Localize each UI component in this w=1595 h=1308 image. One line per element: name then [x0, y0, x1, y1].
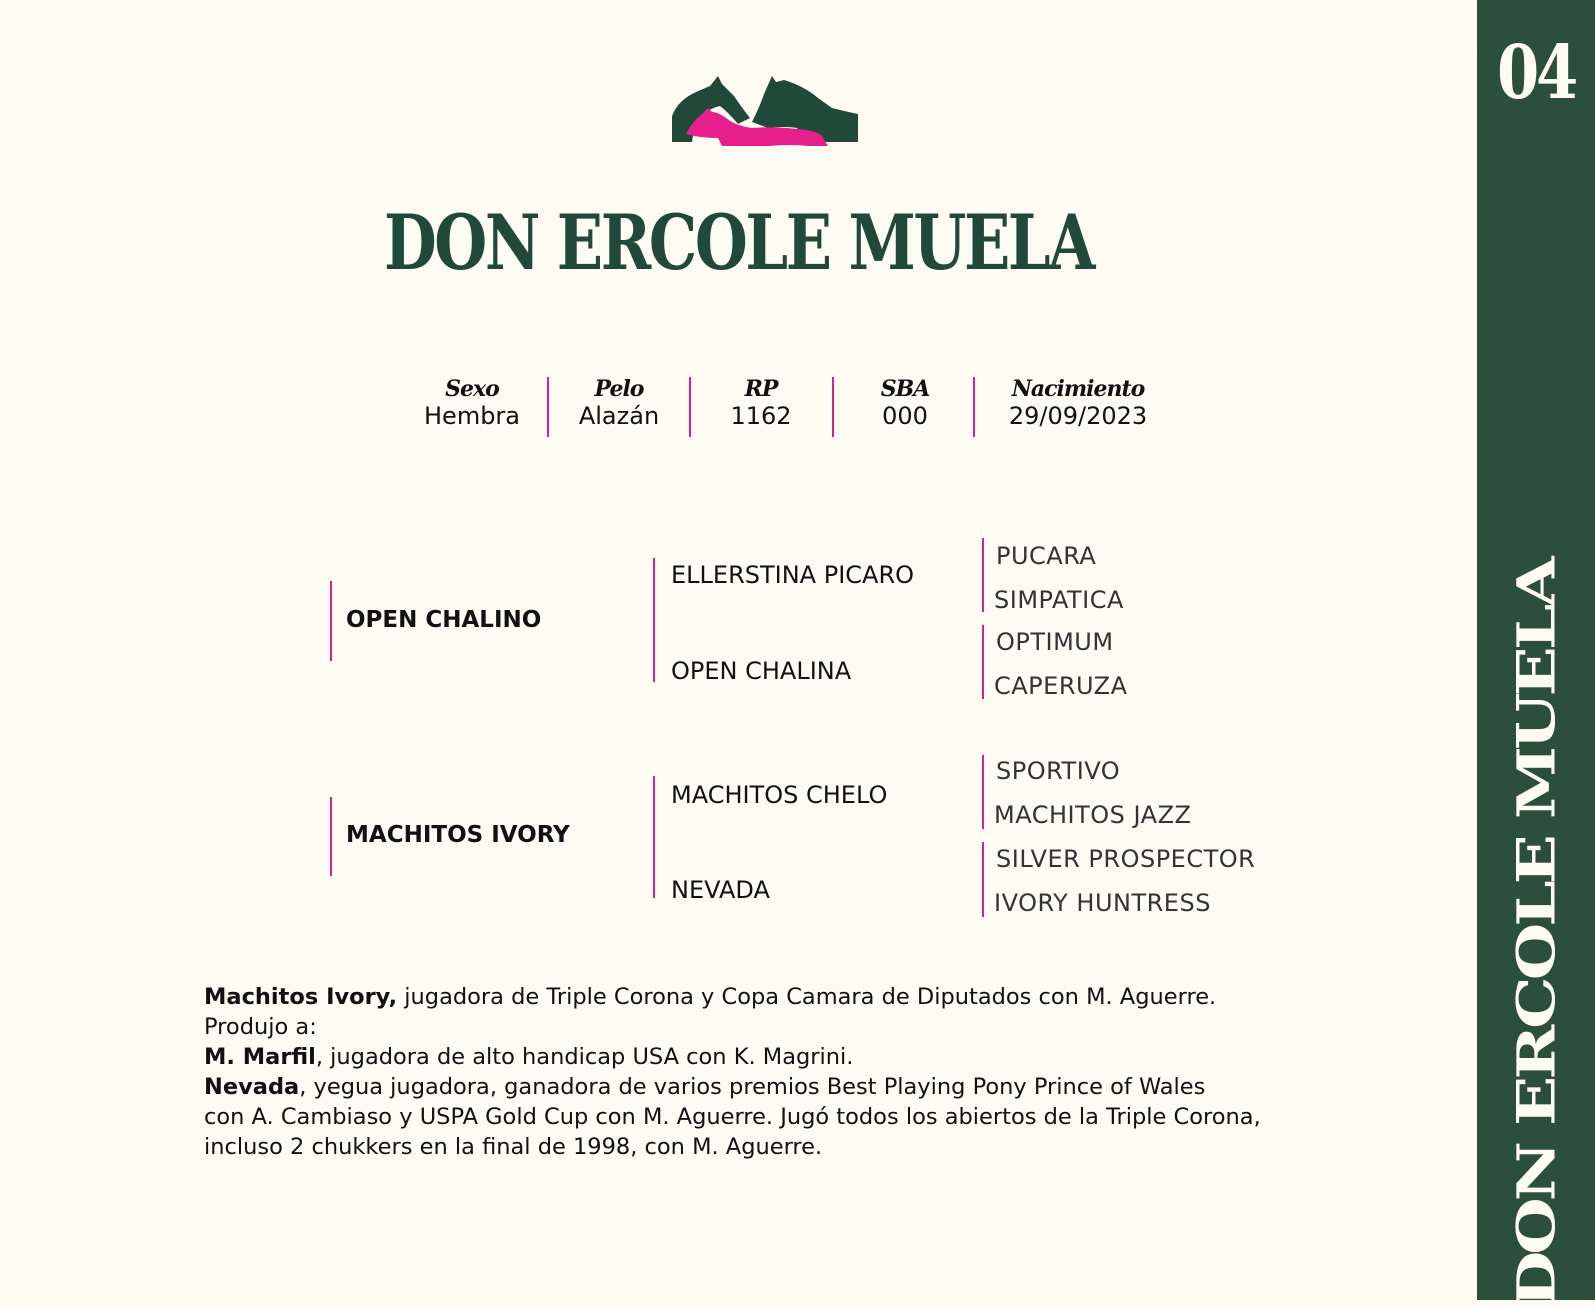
info-label: SBA [880, 376, 930, 402]
info-label: RP [744, 376, 778, 402]
great-grandparent: PUCARA [996, 542, 1097, 570]
info-value: Alazán [578, 402, 660, 430]
pedigree-line [982, 842, 984, 917]
info-value: 000 [882, 402, 928, 430]
info-divider [689, 377, 691, 437]
horse-name-title: DON ERCOLE MUELA [383, 198, 1094, 287]
note-text: jugadora de Triple Corona y Copa Camara de Diputados con M. Aguerre. [397, 984, 1217, 1010]
great-grandparent: SIMPATICA [994, 586, 1124, 614]
info-value: Hembra [424, 402, 520, 430]
side-band [1477, 0, 1595, 1308]
info-pelo [557, 376, 681, 436]
note-bold: Nevada [204, 1074, 300, 1100]
note-line [204, 1042, 1384, 1072]
info-label: Nacimiento [1011, 376, 1145, 402]
info-label: Sexo [445, 376, 499, 402]
note-line: con A. Cambiaso y USPA Gold Cup con M. Aguerre. Jugó todos los abiertos de la Triple Corona, [204, 1104, 1261, 1130]
info-label: Pelo [594, 376, 644, 402]
note-line [204, 1072, 1384, 1102]
dam-sire-name: MACHITOS CHELO [671, 781, 888, 809]
sire-sire-name: ELLERSTINA PICARO [671, 561, 915, 589]
note-line: Produjo a: [204, 1014, 317, 1040]
note-bold: Machitos Ivory, [204, 984, 398, 1010]
great-grandparent: IVORY HUNTRESS [994, 889, 1211, 917]
info-value: 1162 [730, 402, 792, 430]
info-sexo [404, 376, 540, 436]
dam-name: MACHITOS IVORY [346, 822, 570, 848]
info-value: 29/09/2023 [1008, 402, 1148, 430]
note-bold: M. Marfil [204, 1044, 316, 1070]
side-title: DON ERCOLE MUELA [1504, 560, 1568, 1308]
pedigree-line [653, 558, 655, 682]
info-divider [832, 377, 834, 437]
description [204, 982, 1384, 1162]
pedigree-line [982, 625, 984, 699]
info-sba [844, 376, 966, 436]
info-nacimiento [990, 376, 1166, 436]
sire-dam-name: OPEN CHALINA [671, 657, 852, 685]
great-grandparent: CAPERUZA [994, 672, 1128, 700]
sire-name: OPEN CHALINO [346, 607, 542, 633]
note-text: , jugadora de alto handicap USA con K. Magrini. [315, 1044, 854, 1070]
info-divider [547, 377, 549, 437]
note-line: incluso 2 chukkers en la final de 1998, con M. Aguerre. [204, 1134, 823, 1160]
note-text: , yegua jugadora, ganadora de varios premios Best Playing Pony Prince of Wales [299, 1074, 1206, 1100]
great-grandparent: SPORTIVO [996, 757, 1121, 785]
pedigree-line [982, 755, 984, 829]
great-grandparent: SILVER PROSPECTOR [996, 845, 1256, 873]
horses-logo-icon [672, 72, 860, 150]
info-divider [973, 377, 975, 437]
note-line [204, 982, 1384, 1012]
page-number: 04 [1497, 30, 1575, 116]
dam-dam-name: NEVADA [671, 876, 770, 904]
pedigree-line [330, 797, 332, 876]
pedigree-line [653, 776, 655, 898]
great-grandparent: OPTIMUM [996, 628, 1114, 656]
pedigree-line [330, 581, 332, 661]
info-rp [700, 376, 822, 436]
great-grandparent: MACHITOS JAZZ [994, 801, 1192, 829]
pedigree-line [982, 538, 984, 612]
